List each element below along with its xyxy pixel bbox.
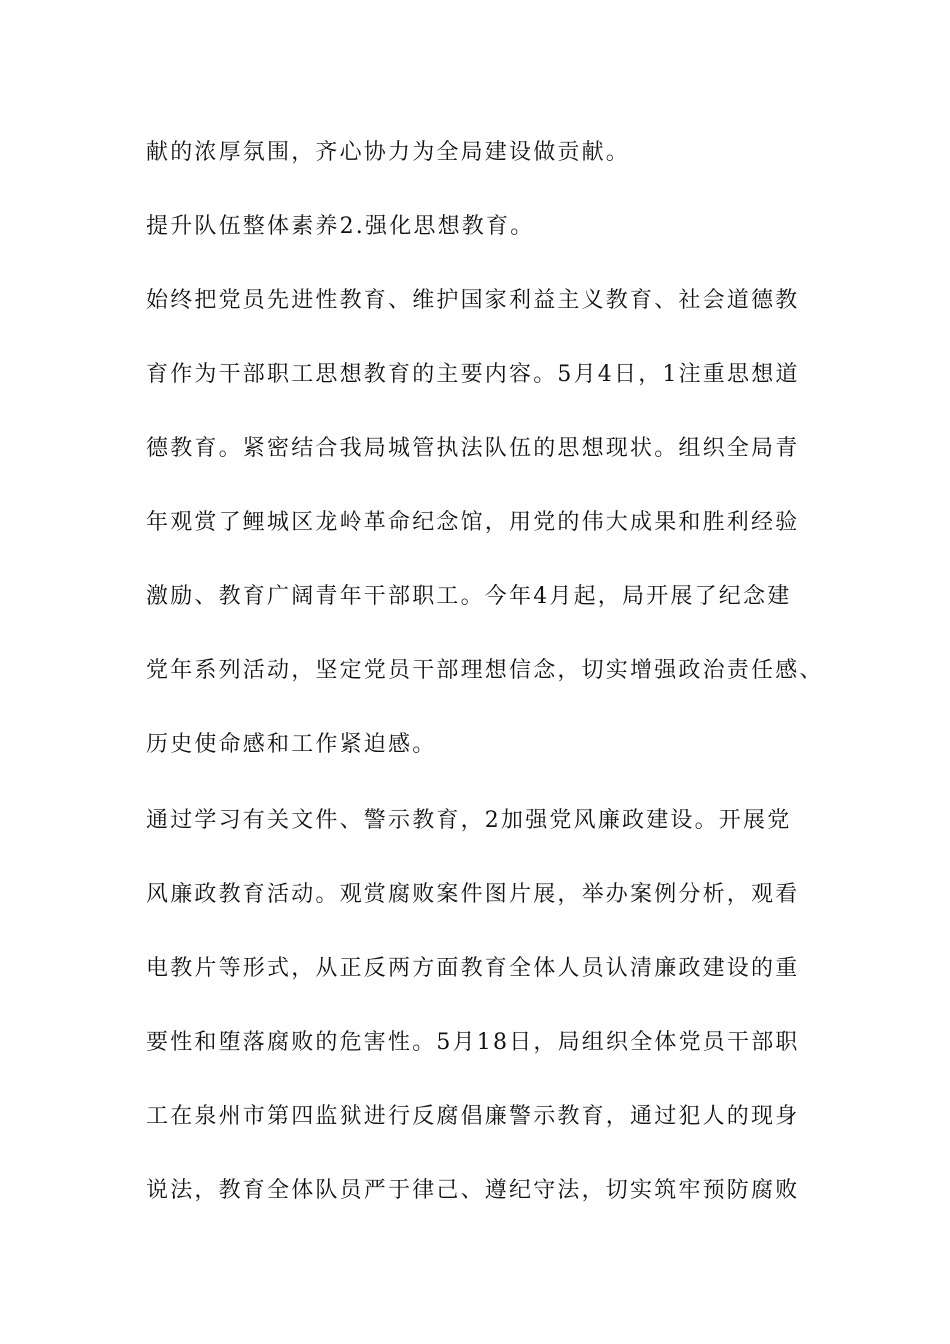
text-line-11: 风廉政教育活动。观赏腐败案件图片展，举办案例分析，观看 <box>146 882 800 907</box>
text-line-13: 要性和堕落腐败的危害性。5月18日，局组织全体党员干部职 <box>146 1030 800 1055</box>
text-line-10: 通过学习有关文件、警示教育，2加强党风廉政建设。开展党 <box>146 808 792 833</box>
text-line-8: 党年系列活动，坚定党员干部理想信念，切实增强政治责任感、 <box>146 658 824 683</box>
text-line-1: 献的浓厚氛围，齐心协力为全局建设做贡献。 <box>146 140 631 165</box>
text-line-3: 始终把党员先进性教育、维护国家利益主义教育、社会道德教 <box>146 288 800 313</box>
text-line-5: 德教育。紧密结合我局城管执法队伍的思想现状。组织全局青 <box>146 436 800 461</box>
text-line-12: 电教片等形式，从正反两方面教育全体人员认清廉政建设的重 <box>146 956 800 981</box>
text-line-4: 育作为干部职工思想教育的主要内容。5月4日，1注重思想道 <box>146 362 800 387</box>
text-line-7: 激励、教育广阔青年干部职工。今年4月起，局开展了纪念建 <box>146 584 792 609</box>
text-line-6: 年观赏了鲤城区龙岭革命纪念馆，用党的伟大成果和胜利经验 <box>146 510 800 535</box>
text-line-15: 说法，教育全体队员严于律己、遵纪守法，切实筑牢预防腐败 <box>146 1178 800 1203</box>
text-line-2: 提升队伍整体素养2.强化思想教育。 <box>146 214 535 239</box>
text-line-14: 工在泉州市第四监狱进行反腐倡廉警示教育，通过犯人的现身 <box>146 1104 800 1129</box>
text-line-9: 历史使命感和工作紧迫感。 <box>146 732 437 757</box>
